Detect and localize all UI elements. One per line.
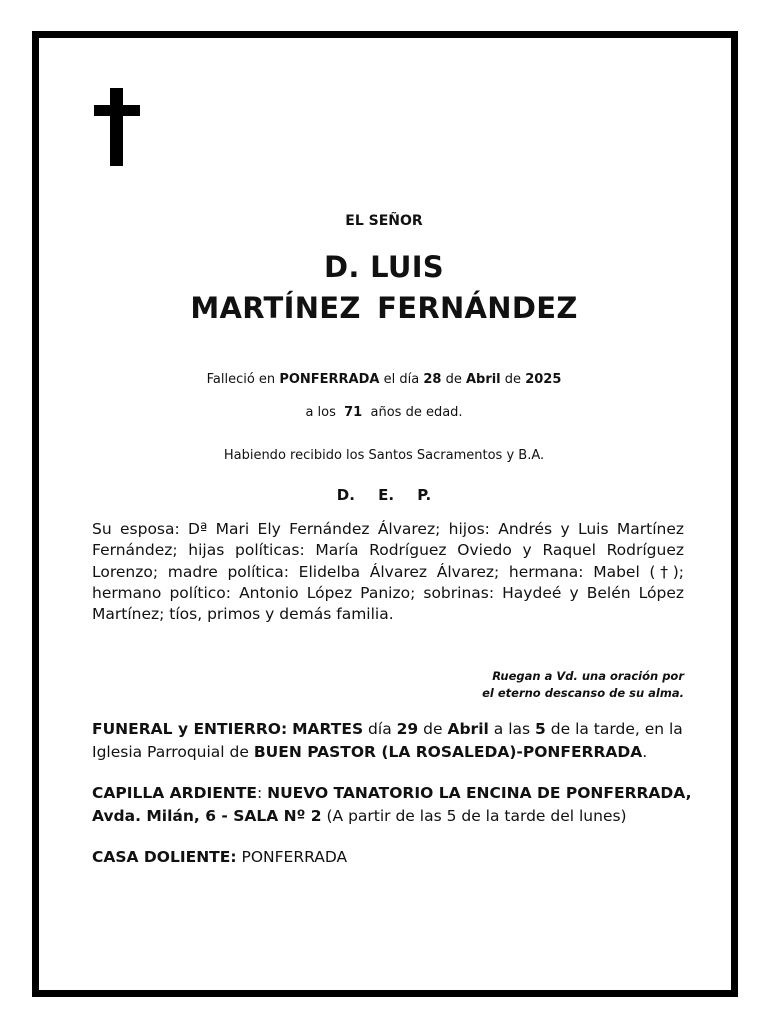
- death-info: Falleció en PONFERRADA el día 28 de Abril de 2025: [206, 372, 562, 387]
- title-el-senor: EL SEÑOR: [345, 213, 423, 229]
- chapel-info: CAPILLA ARDIENTE: NUEVO TANATORIO LA ENCINA DE PONFERRADA, Avda. Milán, 6 - SALA Nº 2 (A partir de las 5 de la tarde del lunes): [92, 784, 692, 825]
- deceased-name-line2: MARTÍNEZ FERNÁNDEZ: [190, 291, 578, 325]
- dep-initials: D. E. P.: [336, 486, 432, 504]
- sacraments-line: Habiendo recibido los Santos Sacramentos y B.A.: [223, 448, 545, 463]
- age-info: a los 71 años de edad.: [305, 405, 463, 420]
- funeral-info: FUNERAL y ENTIERRO: MARTES día 29 de Abril a las 5 de la tarde, en la Iglesia Parroquial de BUEN PASTOR (LA ROSALEDA)-PONFERRADA.: [92, 720, 683, 761]
- mourning-house: CASA DOLIENTE: PONFERRADA: [92, 848, 348, 866]
- prayer-request: Ruegan a Vd. una oración por el eterno descanso de su alma.: [482, 669, 684, 700]
- cross-icon: [94, 88, 140, 166]
- deceased-name-line1: D. LUIS: [324, 250, 444, 284]
- family-list: Su esposa: Dª Mari Ely Fernández Álvarez; hijos: Andrés y Luis Martínez Fernández; hijas políticas: María Rodríguez Oviedo y Raquel Rodríguez Lorenzo; madre política: Elidelba Álvarez Álvarez; hermana: Mabel (†); hermano político: Antonio López Panizo; sobrinas: Haydeé y Belén López Martínez; tíos, primos y demás familia.: [92, 520, 684, 624]
